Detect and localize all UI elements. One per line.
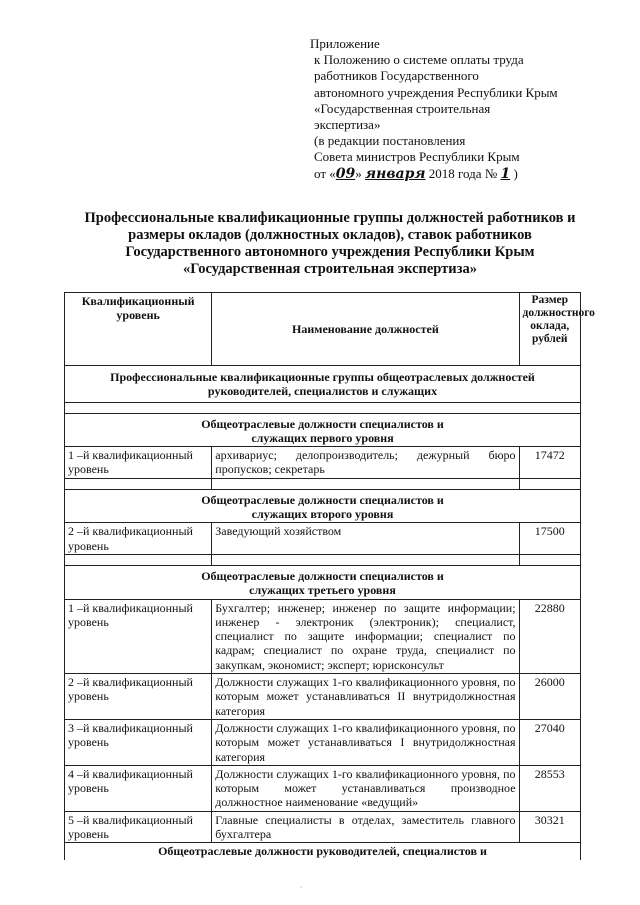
page-dot: · — [300, 885, 302, 891]
appendix-line: автономного учреждения Республики Крым — [314, 84, 558, 100]
appendix-date — [314, 166, 558, 182]
cell-level: 3 –й квалификационный уровень — [65, 719, 212, 765]
appendix-line: «Государственная строительная — [314, 100, 491, 116]
cell-name: архивариус; делопроизводитель; дежурный бюро пропусков; секретарь — [212, 447, 519, 479]
cell-level: 5 –й квалификационный уровень — [65, 811, 212, 843]
spacer-cell — [65, 554, 212, 565]
cell-salary: 27040 — [519, 719, 580, 765]
table-header-row — [65, 293, 581, 366]
header-level: Квалификационный уровень — [65, 293, 212, 366]
section-title: Общеотраслевые должности специалистов и служащих третьего уровня — [65, 565, 581, 599]
title-line: размеры окладов (должностных окладов), ставок работников — [128, 227, 532, 243]
qualification-table — [64, 292, 595, 860]
cell-level: 1 –й квалификационный уровень — [65, 599, 212, 673]
section-title: Общеотраслевые должности руководителей, специалистов и — [65, 843, 581, 860]
appendix-line: Совета министров Республики Крым — [314, 149, 520, 165]
date-day: 09 — [335, 165, 356, 182]
cell-name: Главные специалисты в отделах, заместитель главного бухгалтера — [212, 811, 519, 843]
spacer-cell — [519, 554, 580, 565]
section-title-row — [65, 489, 581, 523]
appendix-line: (в редакции постановления — [314, 133, 466, 149]
appendix-line: работников Государственного — [314, 68, 479, 84]
appendix-line: к Положению о системе оплаты труда — [314, 52, 524, 68]
cell-name: Должности служащих 1-го квалификационного уровня, по которым может устанавливаться I внутридолжностная категория — [212, 719, 519, 765]
cell-salary: 26000 — [519, 674, 580, 720]
title-line: «Государственная строительная экспертиза» — [183, 261, 477, 277]
cell-salary: 28553 — [519, 765, 580, 811]
cell-salary: 17472 — [519, 447, 580, 479]
cell-level: 4 –й квалификационный уровень — [65, 765, 212, 811]
group-title: Профессиональные квалификационные группы общеотраслевых должностей руководителей, специалистов и служащих — [65, 366, 581, 403]
header-name: Наименование должностей — [212, 293, 519, 366]
table-row — [65, 719, 581, 765]
section-title-row — [65, 843, 581, 860]
date-mid: » — [355, 165, 362, 181]
cell-salary: 17500 — [519, 523, 580, 555]
cell-salary: 30321 — [519, 811, 580, 843]
section-title-row — [65, 413, 581, 447]
appendix-line: Приложение — [310, 36, 380, 51]
date-year: 2018 года № — [428, 165, 498, 181]
date-number: 1 — [500, 165, 511, 182]
date-prefix: от « — [314, 165, 336, 181]
appendix-line: экспертиза» — [314, 117, 381, 133]
table-row — [65, 599, 581, 673]
cell-level: 2 –й квалификационный уровень — [65, 674, 212, 720]
section-title: Общеотраслевые должности специалистов и служащих второго уровня — [65, 489, 581, 523]
title-line: Государственного автономного учреждения Республики Крым — [125, 244, 535, 260]
date-month: января — [365, 165, 426, 182]
cell-name: Заведующий хозяйством — [212, 523, 519, 555]
cell-level: 2 –й квалификационный уровень — [65, 523, 212, 555]
cell-salary: 22880 — [519, 599, 580, 673]
section-title-row — [65, 565, 581, 599]
spacer-cell — [519, 478, 580, 489]
table-row — [65, 674, 581, 720]
spacer-row — [65, 402, 581, 413]
title-line: Профессиональные квалификационные группы должностей работников и — [84, 210, 576, 226]
table-row — [65, 523, 581, 555]
table-row — [65, 811, 581, 843]
section-title: Общеотраслевые должности специалистов и служащих первого уровня — [65, 413, 581, 447]
document-title — [60, 210, 600, 278]
cell-name: Должности служащих 1-го квалификационного уровня, по которым может устанавливаться II внутридолжностная категория — [212, 674, 519, 720]
appendix-header — [310, 36, 558, 182]
header-salary: Размер должностного оклада, рублей — [519, 293, 580, 366]
spacer-cell — [65, 478, 212, 489]
cell-name: Бухгалтер; инженер; инженер по защите информации; инженер - электроник (электроник); специалист, специалист по защите информации; специалист по кадрам; специалист по охране труда, специалист по закупкам, экономист; эксперт; юрисконсульт — [212, 599, 519, 673]
cell-level: 1 –й квалификационный уровень — [65, 447, 212, 479]
spacer-cell — [212, 478, 519, 489]
table-row — [65, 447, 581, 479]
group-title-row — [65, 366, 581, 403]
table-row — [65, 765, 581, 811]
spacer-cell — [212, 554, 519, 565]
cell-name: Должности служащих 1-го квалификационного уровня, по которым может устанавливаться производное должностное наименование «ведущий» — [212, 765, 519, 811]
date-close: ) — [513, 165, 518, 181]
